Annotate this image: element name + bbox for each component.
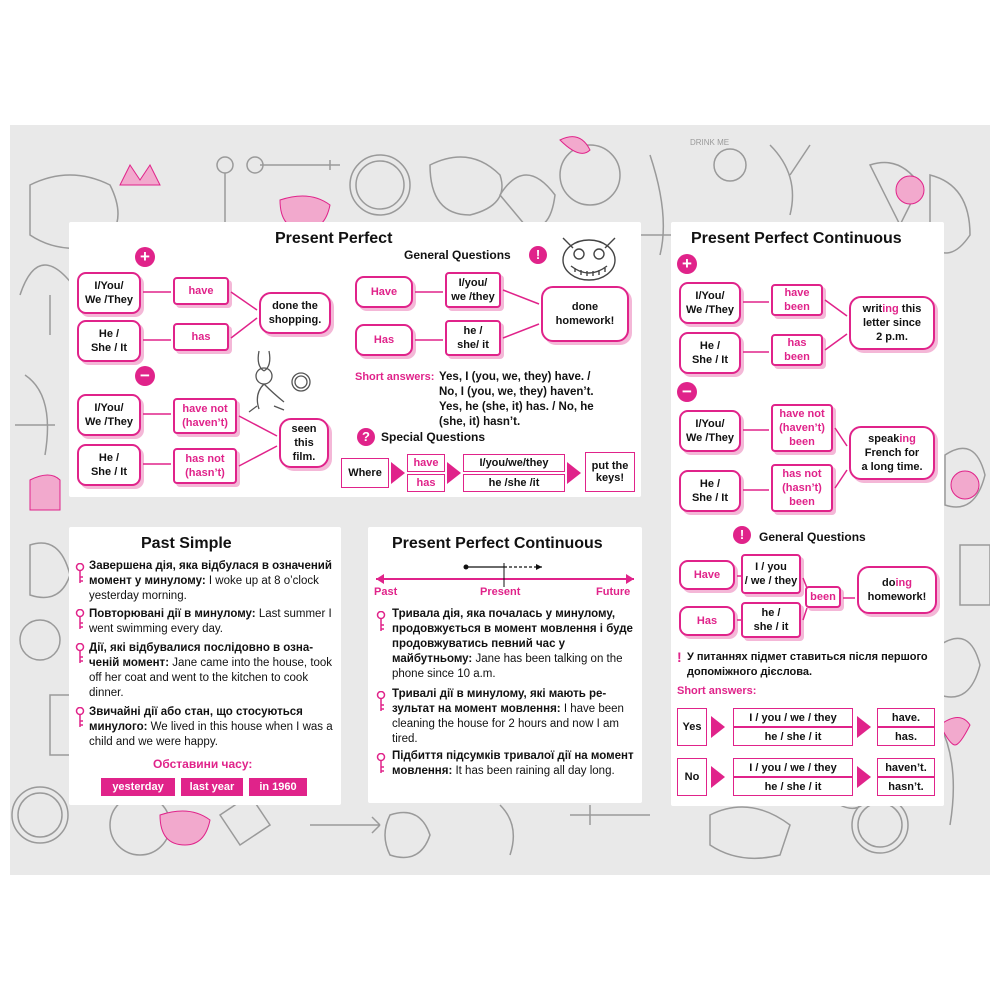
pp-pos-aux2: has [173, 323, 229, 351]
ppc-gq-result-b: ing [895, 577, 912, 589]
pp-title: Present Perfect [275, 230, 393, 247]
key-icon [75, 563, 85, 585]
ps-adv-label: Обставини часу: [153, 757, 253, 771]
ps-item-4 [89, 705, 335, 750]
ppc-pos-aux2: has been [771, 334, 823, 366]
pp-gq-result: done homework! [541, 286, 629, 342]
pp-neg-result: seen this film. [279, 418, 329, 468]
pp-sq-subj1: I/you/we/they [463, 454, 565, 472]
pp-gq-label: General Questions [404, 248, 511, 262]
ppc-pos-subj2: He / She / It [679, 332, 741, 374]
minus-icon: − [135, 366, 155, 386]
plus-icon: + [135, 247, 155, 267]
ppc-note: У питаннях підмет ставиться після першого допоміжного дієслова. [687, 651, 928, 678]
ppc-yes-a2: has. [877, 727, 935, 746]
pp-sq-label: Special Questions [381, 430, 486, 444]
pp-gq-subj1: I/you/ we /they [445, 272, 501, 308]
ppc-neg-result-a: speak [868, 433, 900, 445]
ppc-mid-item-2-text: I have been cleaning the house for 2 hours and now I am tired. [392, 703, 624, 745]
pp-pos-result: done the shopping. [259, 292, 331, 334]
exclamation-icon: ! [733, 526, 751, 544]
ps-item-2-text: Last summer I went swimming every day. [89, 608, 332, 635]
ppc-mid-item-2-bold: Тривалі дії в минулому, які мають результат на момент мовлення: [392, 688, 607, 715]
present-perfect-panel [69, 222, 641, 497]
ppc-neg-result-c: French for a long time. [861, 447, 923, 473]
exclamation-icon: ! [529, 246, 547, 264]
ps-tag-in-1960: in 1960 [249, 778, 307, 796]
pp-pos-aux1: have [173, 277, 229, 305]
ps-item-3-bold: Дії, які відбувалися послідовно в означеній момент: [89, 642, 314, 669]
timeline-present: Present [480, 586, 521, 598]
ps-item-1-bold: Завершена дія, яка відбулася в означений момент у минулому: [89, 560, 332, 587]
ppc-pos-aux1: have been [771, 284, 823, 316]
pp-short-label: Short answers: [355, 371, 435, 383]
ppc-gq-subj1: I / you / we / they [741, 554, 801, 594]
pp-neg-subj2: He / She / It [77, 444, 141, 486]
pp-gq-aux1: Have [355, 276, 413, 308]
ps-item-1 [89, 559, 335, 604]
ppc-yes-s1: I / you / we / they [733, 708, 853, 727]
ppc-no-s1: I / you / we / they [733, 758, 853, 777]
ppc-no-a2: hasn’t. [877, 777, 935, 796]
ppc-gq-aux1: Have [679, 560, 735, 590]
plus-icon: + [677, 254, 697, 274]
pp-pos-subj1: I/You/ We /They [77, 272, 141, 314]
ppc-mid-item-1 [392, 607, 636, 682]
ps-item-3 [89, 641, 335, 701]
ppc-gq-aux2: Has [679, 606, 735, 636]
ppc-pos-subj1: I/You/ We /They [679, 282, 741, 324]
ppc-right-panel [671, 222, 944, 806]
ppc-gq-subj2: he / she / it [741, 602, 801, 638]
ppc-neg-subj2: He / She / It [679, 470, 741, 512]
ppc-mid-item-3-bold: Підбиття підсумків тривалої дії на момент мовлення: [392, 750, 634, 777]
key-icon [376, 753, 386, 775]
ppc-neg-subj1: I/You/ We /They [679, 410, 741, 452]
ppc-mid-item-1-bold: Тривала дія, яка почалась у минулому, продовжується в момент мовлення і буде продовжуватись певний час у майбутньому: [392, 608, 633, 665]
key-icon [75, 643, 85, 665]
ppc-neg-aux2: has not (hasn’t) been [771, 464, 833, 512]
key-icon [75, 609, 85, 631]
ppc-mid-title: Present Perfect Continuous [392, 535, 603, 552]
key-icon [376, 691, 386, 713]
ppc-yes-a1: have. [877, 708, 935, 727]
ppc-neg-aux1: have not (haven’t) been [771, 404, 833, 452]
ppc-pos-result-a: writ [862, 303, 883, 315]
exclamation-mark: ! [677, 649, 682, 665]
exclamation-icon-2: ? [357, 428, 375, 446]
pp-sq-wh: Where [341, 458, 389, 488]
ppc-yes-s2: he / she / it [733, 727, 853, 746]
ppc-gq-result-c: homework! [867, 591, 927, 603]
timeline-future: Future [596, 586, 631, 598]
pp-sq-subj2: he /she /it [463, 474, 565, 492]
ppc-no-s2: he / she / it [733, 777, 853, 796]
key-icon [75, 707, 85, 729]
ps-tag-last-year: last year [181, 778, 243, 796]
ps-item-2 [89, 607, 335, 637]
ps-item-1-text: I woke up at 8 o’clock yesterday morning. [89, 575, 319, 602]
pp-neg-subj1: I/You/ We /They [77, 394, 141, 436]
ppc-gq-label: General Questions [759, 530, 866, 544]
ppc-short-label: Short answers: [677, 685, 757, 697]
ps-item-4-bold: Звичайні дії або стан, що стосуються минулого: [89, 706, 303, 733]
pp-pos-subj2: He / She / It [77, 320, 141, 362]
pp-sq-aux1: have [407, 454, 445, 472]
timeline-past: Past [374, 586, 398, 598]
ps-item-4-text: We lived in this house when I was a child and we were happy. [89, 721, 333, 748]
drink-me-label: DRINK ME [690, 138, 730, 147]
ppc-mid-item-1-text: Jane has been talking on the phone since 10 a.m. [392, 653, 623, 680]
ps-item-3-text: Jane came into the house, took off her coat and went to the kitchen to cook dinner. [89, 657, 333, 699]
ppc-mid-item-3 [392, 749, 636, 779]
ppc-gq-result-a: do [882, 577, 896, 589]
ppc-mid-item-2 [392, 687, 636, 747]
minus-icon: − [677, 382, 697, 402]
pp-neg-aux1: have not (haven’t) [173, 398, 237, 434]
pp-short-text: Yes, I (you, we, they) have. / No, I (you, we, they) haven’t. Yes, he (she, it) has. / No, he (she, it) hasn’t. [439, 371, 594, 428]
ppc-yes-label: Yes [677, 708, 707, 746]
connector-keys [671, 222, 944, 806]
pp-gq-subj2: he / she/ it [445, 320, 501, 356]
ppc-mid-item-3-text: It has been raining all day long. [452, 765, 615, 777]
ps-tag-yesterday: yesterday [101, 778, 175, 796]
pp-sq-aux2: has [407, 474, 445, 492]
pp-sq-result: put the keys! [585, 452, 635, 492]
ppc-neg-result-b: ing [899, 433, 916, 445]
ppc-no-label: No [677, 758, 707, 796]
pp-gq-aux2: Has [355, 324, 413, 356]
ppc-mid-panel [368, 527, 642, 803]
past-simple-panel [69, 527, 341, 805]
ppc-pos-result-b: ing [882, 303, 899, 315]
connector-keys [69, 222, 641, 497]
ppc-gq-been: been [805, 586, 841, 608]
ppc-no-a1: haven’t. [877, 758, 935, 777]
ps-item-2-bold: Повторювані дії в минулому: [89, 608, 256, 620]
pp-neg-aux2: has not (hasn’t) [173, 448, 237, 484]
key-icon [376, 611, 386, 633]
ps-title: Past Simple [141, 535, 232, 552]
ppc-pos-result-c: this letter since 2 p.m. [862, 303, 922, 343]
ppc-right-title: Present Perfect Continuous [691, 230, 902, 247]
